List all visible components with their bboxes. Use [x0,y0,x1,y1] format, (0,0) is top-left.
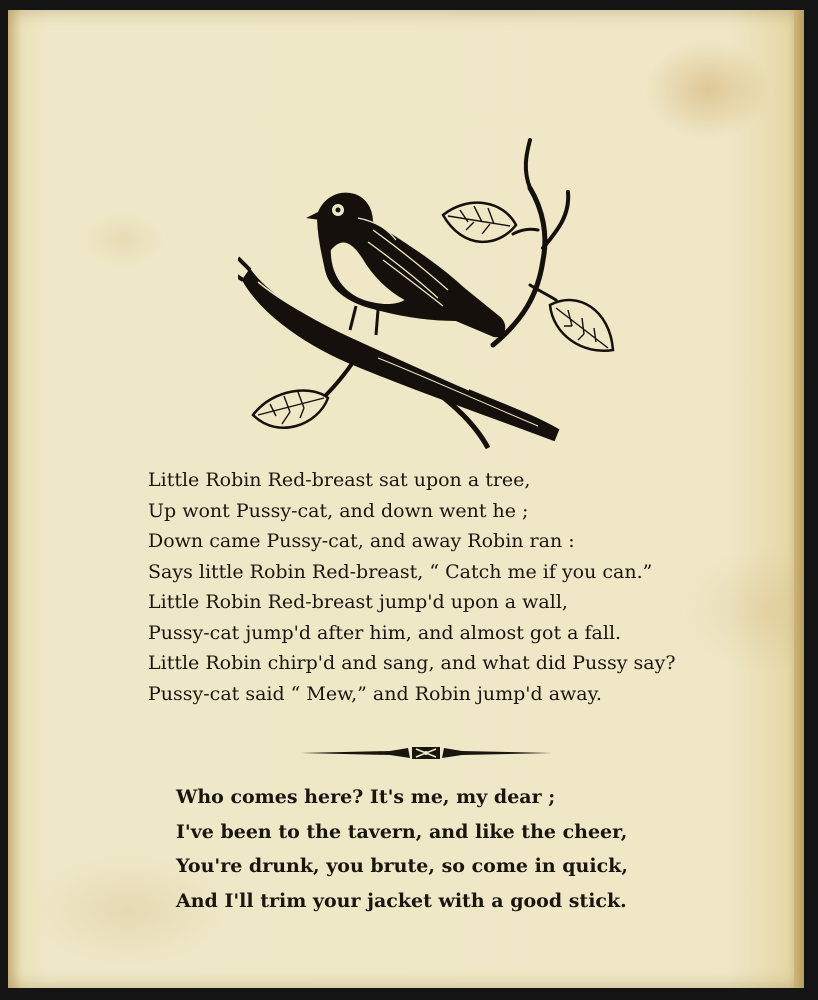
page-edge [794,10,804,988]
poem-line: Little Robin Red-breast jump'd upon a wall, [148,591,568,613]
robin-illustration [238,130,628,460]
poem-line: And I'll trim your jacket with a good stick. [176,889,627,912]
ornamental-divider [298,742,554,764]
poem-line: You're drunk, you brute, so come in quick, [176,855,628,877]
poem-who-comes-here [176,780,736,918]
poem-line: I've been to the tavern, and like the cheer, [176,820,628,843]
poem-line: Little Robin Red-breast sat upon a tree, [148,469,531,491]
poem-line: Pussy-cat jump'd after him, and almost got a fall. [148,621,622,644]
book-page [8,10,804,988]
poem-line: Down came Pussy-cat, and away Robin ran : [148,530,575,552]
poem-line: Who comes here? It's me, my dear ; [176,786,556,808]
poem-line: Little Robin chirp'd and sang, and what did Pussy say? [148,652,676,674]
poem-line: Up wont Pussy-cat, and down went he ; [148,499,529,522]
poem-line: Pussy-cat said “ Mew,” and Robin jump'd away. [148,682,602,705]
poem-robin-redbreast [148,465,748,709]
poem-line: Says little Robin Red-breast, “ Catch me if you can.” [148,560,653,583]
